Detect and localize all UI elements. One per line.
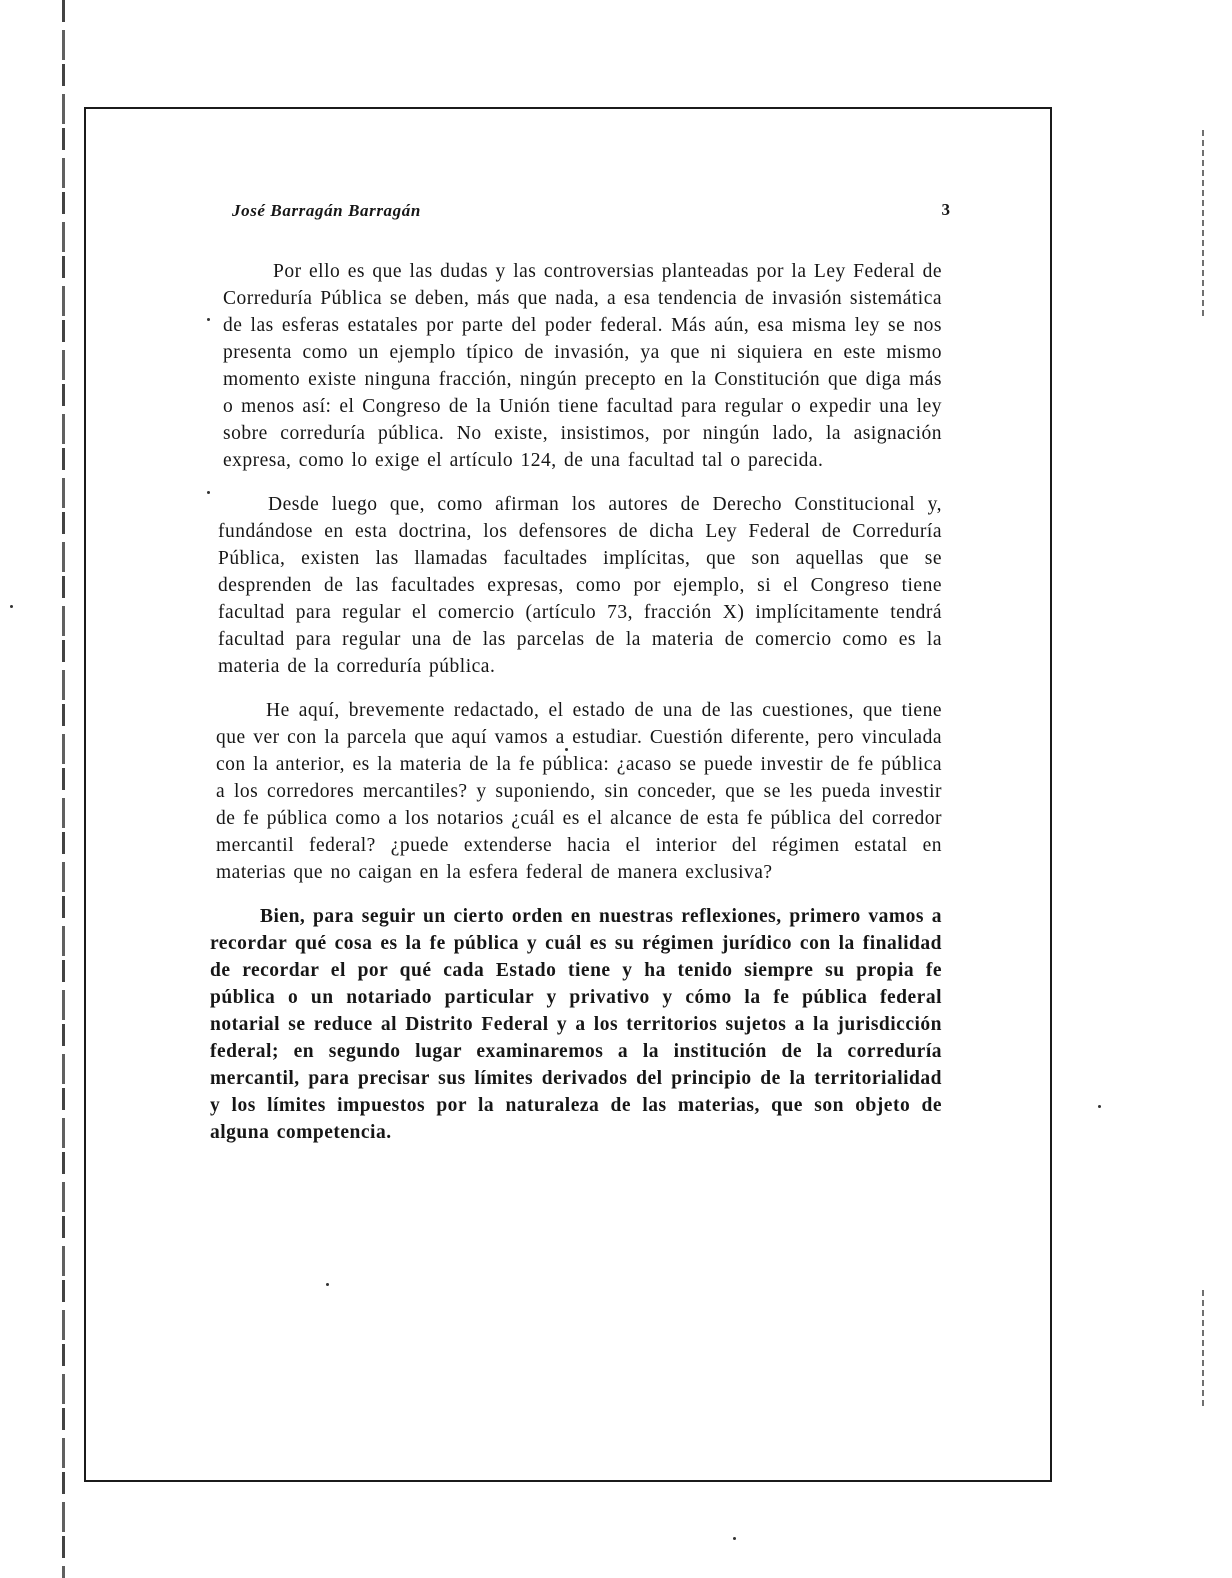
running-header: [232, 201, 950, 229]
body-text: [210, 258, 942, 1163]
scan-edge-right-top: [1202, 130, 1204, 320]
scan-edge-left: [62, 0, 65, 1578]
scan-speck: [1098, 1105, 1101, 1108]
paragraph: He aquí, brevemente redactado, el estado de una de las cuestiones, que tiene que ver con la parcela que aquí vamos a estudiar. Cuestión diferente, pero vinculada con la anterior, es la materia de la fe pública: ¿acaso se puede investir de fe pública a los corredores mercantiles? y suponiendo, sin conceder, que se les pueda investir de fe pública como a los notarios ¿cuál es el alcance de esta fe pública del corredor mercantil federal? ¿puede extenderse hacia el interior del régimen estatal en materias que no caigan en la esfera federal de manera exclusiva?: [216, 700, 942, 883]
paragraph: Bien, para seguir un cierto orden en nuestras reflexiones, primero vamos a recordar qué cosa es la fe pública y cuál es su régimen jurídico con la finalidad de recordar el por qué cada Estado tiene y ha tenido siempre su propia fe pública o un notariado particular y privativo y cómo la fe pública federal notarial se reduce al Distrito Federal y a los territorios sujetos a la jurisdicción federal; en segundo lugar examinaremos a la institución de la correduría mercantil, para precisar sus límites derivados del principio de la territorialidad y los límites impuestos por la naturaleza de las materias, que son objeto de alguna competencia.: [210, 906, 942, 1143]
scan-edge-right-bottom: [1202, 1290, 1204, 1410]
page-number: 3: [941, 200, 950, 219]
paragraph: Por ello es que las dudas y las controversias planteadas por la Ley Federal de Correduría Pública se deben, más que nada, a esa tendencia de invasión sistemática de las esferas estatales por parte del poder federal. Más aún, esa misma ley se nos presenta como un ejemplo típico de invasión, ya que ni siquiera en este mismo momento existe ninguna fracción, ningún precepto en la Constitución que diga más o menos así: el Congreso de la Unión tiene facultad para regular o expedir una ley sobre correduría pública. No existe, insistimos, por ningún lado, la asignación expresa, como lo exige el artículo 124, de una facultad tal o parecida.: [223, 261, 942, 471]
author-running-head: José Barragán Barragán: [232, 201, 421, 220]
paragraph: Desde luego que, como afirman los autores de Derecho Constitucional y, fundándose en esta doctrina, los defensores de dicha Ley Federal de Correduría Pública, existen las llamadas facultades implícitas, que son aquellas que se desprenden de las facultades expresas, como por ejemplo, si el Congreso tiene facultad para regular el comercio (artículo 73, fracción X) implícitamente tendrá facultad para regular una de las parcelas de la materia de comercio como es la materia de la correduría pública.: [218, 494, 942, 677]
scan-speck: [10, 605, 13, 608]
scan-speck: [733, 1537, 736, 1540]
